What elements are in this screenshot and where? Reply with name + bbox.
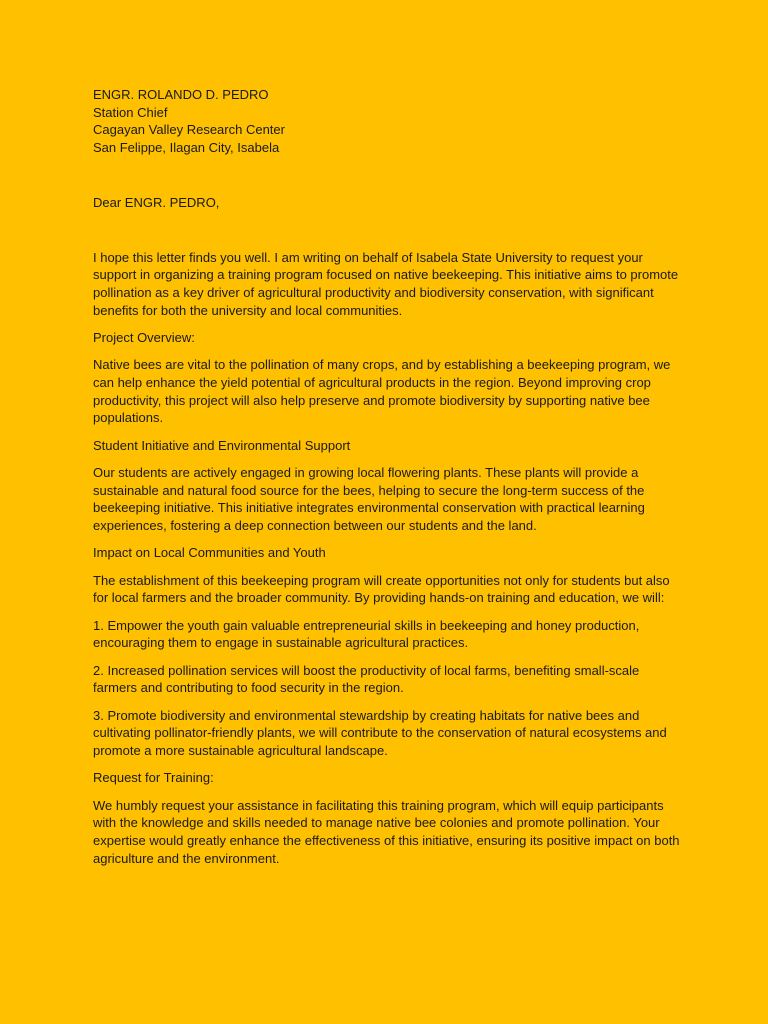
student-initiative-heading: Student Initiative and Environmental Support [93,437,351,453]
student-initiative-paragraph: Our students are actively engaged in growing local flowering plants. These plants will provide a sustainable and natural food source for the bees, helping to secure the long-term success of the beekeeping initiative. This initiative integrates environmental conservation with practical learning experiences, fostering a deep connection between our students and the land. [93,464,645,534]
letter-content [93,249,683,868]
letter-body [93,86,683,877]
list-item-1: 1. Empower the youth gain valuable entrepreneurial skills in beekeeping and honey production, encouraging them to engage in sustainable agricultural practices. [93,617,640,651]
intro-paragraph: I hope this letter finds you well. I am writing on behalf of Isabela State University to request your support in organizing a training program focused on native beekeeping. This initiative aims to promote pollination as a key driver of agricultural productivity and biodiversity conservation, with significant benefits for both the university and local communities. [93,249,679,318]
impact-heading: Impact on Local Communities and Youth [93,545,326,561]
list-item-3: 3. Promote biodiversity and environmental stewardship by creating habitats for native bees and cultivating pollinator-friendly plants, we will contribute to the conservation of natural ecosystems and promote a more sustainable agricultural landscape. [93,707,667,759]
request-paragraph: We humbly request your assistance in facilitating this training program, which will equip participants with the knowledge and skills needed to manage native bee colonies and promote pollination. Your expertise would greatly enhance the effectiveness of this initiative, ensuring its positive impact on both agriculture and the environment. [93,797,680,866]
request-heading: Request for Training: [93,770,214,786]
salutation: Dear ENGR. PEDRO, [93,194,220,210]
list-item-2: 2. Increased pollination services will boost the productivity of local farms, benefiting small-scale farmers and contributing to food security in the region. [93,662,640,696]
project-overview-paragraph: Native bees are vital to the pollination of many crops, and by establishing a beekeeping program, we can help enhance the yield potential of agricultural products in the region. Beyond improving crop productivity, this project will also help preserve and promote biodiversity by supporting native bee populations. [93,357,671,426]
recipient-address: San Felippe, Ilagan City, Isabela [93,140,280,156]
recipient-organization: Cagayan Valley Research Center [93,122,285,138]
recipient-address-block [93,86,683,157]
project-overview-heading: Project Overview: [93,329,195,345]
impact-paragraph: The establishment of this beekeeping program will create opportunities not only for students but also for local farmers and the broader community. By providing hands-on training and education, we will: [93,572,670,606]
recipient-name: ENGR. ROLANDO D. PEDRO [93,87,269,102]
recipient-title: Station Chief [93,104,168,120]
